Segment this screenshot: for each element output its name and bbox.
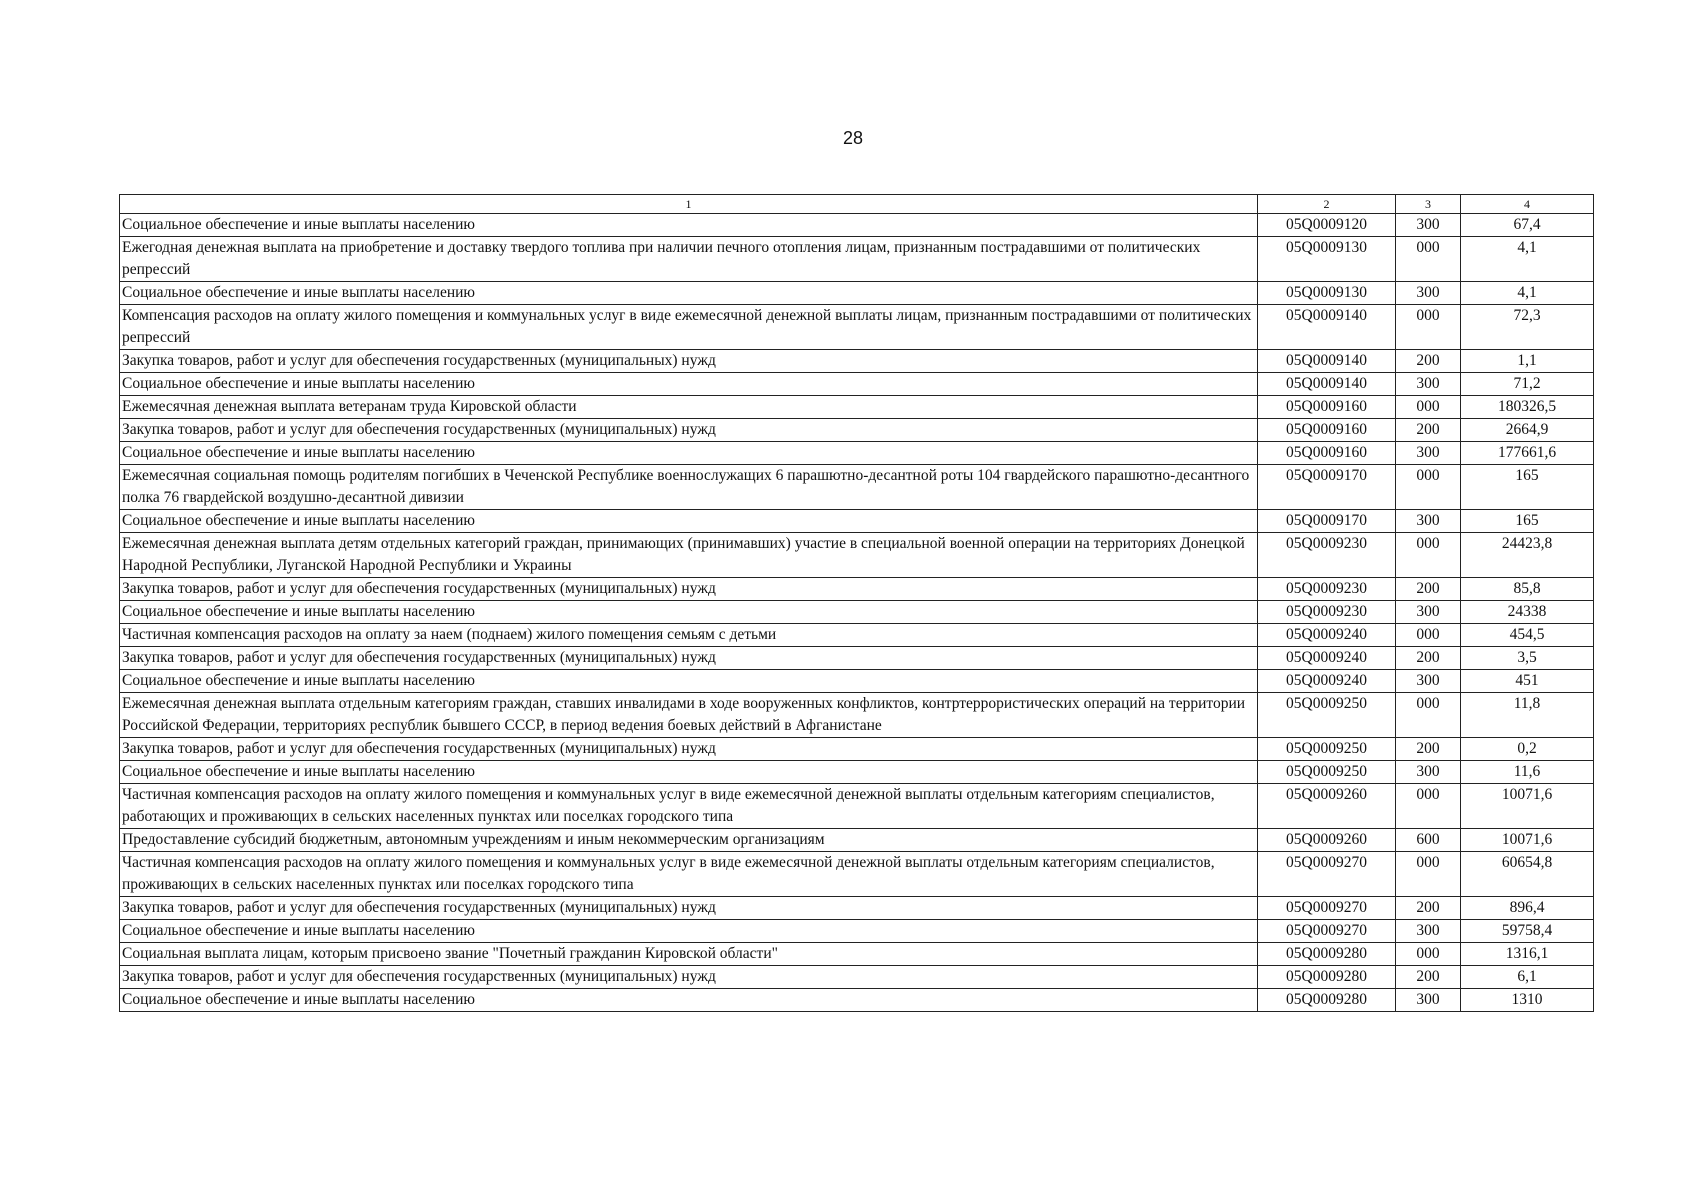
row-code-cell: 05Q0009240 (1258, 647, 1396, 670)
budget-table (119, 194, 1594, 1012)
row-value-cell: 165 (1461, 465, 1594, 510)
row-value-cell: 67,4 (1461, 214, 1594, 237)
row-name-cell: Ежегодная денежная выплата на приобретение и доставку твердого топлива при наличии печного отопления лицам, признанным пострадавшими от политических репрессий (120, 237, 1258, 282)
table-row (120, 647, 1594, 670)
row-code-cell: 05Q0009270 (1258, 920, 1396, 943)
row-name-cell: Социальное обеспечение и иные выплаты населению (120, 282, 1258, 305)
row-value-cell: 60654,8 (1461, 852, 1594, 897)
table-row (120, 829, 1594, 852)
row-type-cell: 200 (1396, 897, 1461, 920)
row-code-cell: 05Q0009160 (1258, 419, 1396, 442)
row-name-cell: Закупка товаров, работ и услуг для обеспечения государственных (муниципальных) нужд (120, 738, 1258, 761)
row-type-cell: 000 (1396, 237, 1461, 282)
row-name-cell: Закупка товаров, работ и услуг для обеспечения государственных (муниципальных) нужд (120, 578, 1258, 601)
row-code-cell: 05Q0009280 (1258, 966, 1396, 989)
row-type-cell: 300 (1396, 214, 1461, 237)
row-type-cell: 300 (1396, 670, 1461, 693)
row-name-cell: Социальное обеспечение и иные выплаты населению (120, 510, 1258, 533)
row-type-cell: 200 (1396, 966, 1461, 989)
row-name-cell: Закупка товаров, работ и услуг для обеспечения государственных (муниципальных) нужд (120, 897, 1258, 920)
row-code-cell: 05Q0009170 (1258, 465, 1396, 510)
row-code-cell: 05Q0009170 (1258, 510, 1396, 533)
row-value-cell: 3,5 (1461, 647, 1594, 670)
row-type-cell: 300 (1396, 601, 1461, 624)
table-row (120, 966, 1594, 989)
table-row (120, 282, 1594, 305)
row-code-cell: 05Q0009160 (1258, 396, 1396, 419)
column-header-1: 1 (120, 195, 1258, 214)
row-name-cell: Социальное обеспечение и иные выплаты населению (120, 989, 1258, 1012)
row-name-cell: Социальная выплата лицам, которым присвоено звание "Почетный гражданин Кировской области" (120, 943, 1258, 966)
row-value-cell: 10071,6 (1461, 784, 1594, 829)
table-row (120, 510, 1594, 533)
row-value-cell: 1316,1 (1461, 943, 1594, 966)
table-row (120, 920, 1594, 943)
row-value-cell: 451 (1461, 670, 1594, 693)
row-name-cell: Частичная компенсация расходов на оплату жилого помещения и коммунальных услуг в виде ежемесячной денежной выплаты отдельным категориям специалистов, проживающих в сельских населенных пунктах или поселках городского типа (120, 852, 1258, 897)
row-name-cell: Частичная компенсация расходов на оплату жилого помещения и коммунальных услуг в виде ежемесячной денежной выплаты отдельным категориям специалистов, работающих и проживающих в сельских населенных пунктах или поселках городского типа (120, 784, 1258, 829)
row-name-cell: Ежемесячная социальная помощь родителям погибших в Чеченской Республике военнослужащих 6 парашютно-десантной роты 104 гвардейского парашютно-десантного полка 76 гвардейской воздушно-десантной дивизии (120, 465, 1258, 510)
row-type-cell: 300 (1396, 510, 1461, 533)
table-row (120, 784, 1594, 829)
row-value-cell: 1310 (1461, 989, 1594, 1012)
row-type-cell: 000 (1396, 624, 1461, 647)
row-code-cell: 05Q0009260 (1258, 829, 1396, 852)
row-name-cell: Закупка товаров, работ и услуг для обеспечения государственных (муниципальных) нужд (120, 419, 1258, 442)
row-type-cell: 000 (1396, 305, 1461, 350)
row-type-cell: 200 (1396, 647, 1461, 670)
table-row (120, 897, 1594, 920)
row-code-cell: 05Q0009250 (1258, 761, 1396, 784)
row-value-cell: 4,1 (1461, 282, 1594, 305)
row-code-cell: 05Q0009230 (1258, 578, 1396, 601)
row-value-cell: 24338 (1461, 601, 1594, 624)
table-row (120, 943, 1594, 966)
table-row (120, 989, 1594, 1012)
row-code-cell: 05Q0009130 (1258, 237, 1396, 282)
row-value-cell: 11,8 (1461, 693, 1594, 738)
row-type-cell: 000 (1396, 396, 1461, 419)
page-number: 28 (842, 128, 864, 148)
row-value-cell: 24423,8 (1461, 533, 1594, 578)
row-code-cell: 05Q0009240 (1258, 624, 1396, 647)
row-name-cell: Закупка товаров, работ и услуг для обеспечения государственных (муниципальных) нужд (120, 350, 1258, 373)
table-row (120, 442, 1594, 465)
table-row (120, 738, 1594, 761)
row-value-cell: 0,2 (1461, 738, 1594, 761)
row-name-cell: Социальное обеспечение и иные выплаты населению (120, 214, 1258, 237)
table-row (120, 350, 1594, 373)
row-name-cell: Предоставление субсидий бюджетным, автономным учреждениям и иным некоммерческим организациям (120, 829, 1258, 852)
row-code-cell: 05Q0009280 (1258, 943, 1396, 966)
table-body (120, 214, 1594, 1012)
table-row (120, 852, 1594, 897)
row-type-cell: 000 (1396, 465, 1461, 510)
table-row (120, 237, 1594, 282)
row-value-cell: 896,4 (1461, 897, 1594, 920)
row-type-cell: 300 (1396, 920, 1461, 943)
row-value-cell: 11,6 (1461, 761, 1594, 784)
row-value-cell: 1,1 (1461, 350, 1594, 373)
row-code-cell: 05Q0009240 (1258, 670, 1396, 693)
table-row (120, 761, 1594, 784)
table-row (120, 693, 1594, 738)
column-header-2: 2 (1258, 195, 1396, 214)
row-name-cell: Ежемесячная денежная выплата отдельным категориям граждан, ставших инвалидами в ходе вооруженных конфликтов, контртеррористических операций на территории Российской Федерации, территориях республик бывшего СССР, в период ведения боевых действий в Афганистане (120, 693, 1258, 738)
row-name-cell: Социальное обеспечение и иные выплаты населению (120, 920, 1258, 943)
row-name-cell: Закупка товаров, работ и услуг для обеспечения государственных (муниципальных) нужд (120, 966, 1258, 989)
row-type-cell: 300 (1396, 373, 1461, 396)
row-type-cell: 000 (1396, 693, 1461, 738)
row-name-cell: Частичная компенсация расходов на оплату за наем (поднаем) жилого помещения семьям с детьми (120, 624, 1258, 647)
table-row (120, 373, 1594, 396)
row-code-cell: 05Q0009130 (1258, 282, 1396, 305)
row-value-cell: 165 (1461, 510, 1594, 533)
row-value-cell: 177661,6 (1461, 442, 1594, 465)
row-code-cell: 05Q0009270 (1258, 897, 1396, 920)
row-name-cell: Социальное обеспечение и иные выплаты населению (120, 670, 1258, 693)
row-code-cell: 05Q0009270 (1258, 852, 1396, 897)
row-type-cell: 300 (1396, 442, 1461, 465)
row-value-cell: 180326,5 (1461, 396, 1594, 419)
row-code-cell: 05Q0009230 (1258, 533, 1396, 578)
row-value-cell: 85,8 (1461, 578, 1594, 601)
table-row (120, 305, 1594, 350)
table-row (120, 624, 1594, 647)
table-row (120, 214, 1594, 237)
row-type-cell: 000 (1396, 852, 1461, 897)
table-row (120, 670, 1594, 693)
row-code-cell: 05Q0009280 (1258, 989, 1396, 1012)
row-code-cell: 05Q0009160 (1258, 442, 1396, 465)
row-name-cell: Ежемесячная денежная выплата ветеранам труда Кировской области (120, 396, 1258, 419)
row-type-cell: 200 (1396, 738, 1461, 761)
column-header-4: 4 (1461, 195, 1594, 214)
row-code-cell: 05Q0009260 (1258, 784, 1396, 829)
row-value-cell: 10071,6 (1461, 829, 1594, 852)
row-value-cell: 72,3 (1461, 305, 1594, 350)
table-row (120, 419, 1594, 442)
table-row (120, 601, 1594, 624)
row-type-cell: 300 (1396, 282, 1461, 305)
row-value-cell: 6,1 (1461, 966, 1594, 989)
row-value-cell: 2664,9 (1461, 419, 1594, 442)
row-code-cell: 05Q0009250 (1258, 738, 1396, 761)
row-type-cell: 200 (1396, 578, 1461, 601)
row-type-cell: 200 (1396, 350, 1461, 373)
row-type-cell: 000 (1396, 533, 1461, 578)
row-type-cell: 200 (1396, 419, 1461, 442)
row-type-cell: 000 (1396, 784, 1461, 829)
row-name-cell: Компенсация расходов на оплату жилого помещения и коммунальных услуг в виде ежемесячной денежной выплаты лицам, признанным пострадавшими от политических репрессий (120, 305, 1258, 350)
row-value-cell: 59758,4 (1461, 920, 1594, 943)
table-header-row (120, 195, 1594, 214)
row-name-cell: Социальное обеспечение и иные выплаты населению (120, 761, 1258, 784)
table-row (120, 533, 1594, 578)
row-code-cell: 05Q0009250 (1258, 693, 1396, 738)
row-value-cell: 71,2 (1461, 373, 1594, 396)
row-type-cell: 600 (1396, 829, 1461, 852)
row-code-cell: 05Q0009230 (1258, 601, 1396, 624)
column-header-3: 3 (1396, 195, 1461, 214)
row-type-cell: 300 (1396, 989, 1461, 1012)
row-value-cell: 454,5 (1461, 624, 1594, 647)
row-name-cell: Ежемесячная денежная выплата детям отдельных категорий граждан, принимающих (принимавших) участие в специальной военной операции на территориях Донецкой Народной Республики, Луганской Народной Республики и Украины (120, 533, 1258, 578)
table-row (120, 396, 1594, 419)
row-code-cell: 05Q0009140 (1258, 305, 1396, 350)
row-type-cell: 000 (1396, 943, 1461, 966)
row-code-cell: 05Q0009120 (1258, 214, 1396, 237)
table-row (120, 578, 1594, 601)
row-code-cell: 05Q0009140 (1258, 373, 1396, 396)
row-name-cell: Социальное обеспечение и иные выплаты населению (120, 442, 1258, 465)
row-value-cell: 4,1 (1461, 237, 1594, 282)
row-name-cell: Закупка товаров, работ и услуг для обеспечения государственных (муниципальных) нужд (120, 647, 1258, 670)
row-name-cell: Социальное обеспечение и иные выплаты населению (120, 373, 1258, 396)
row-code-cell: 05Q0009140 (1258, 350, 1396, 373)
table-row (120, 465, 1594, 510)
row-type-cell: 300 (1396, 761, 1461, 784)
row-name-cell: Социальное обеспечение и иные выплаты населению (120, 601, 1258, 624)
